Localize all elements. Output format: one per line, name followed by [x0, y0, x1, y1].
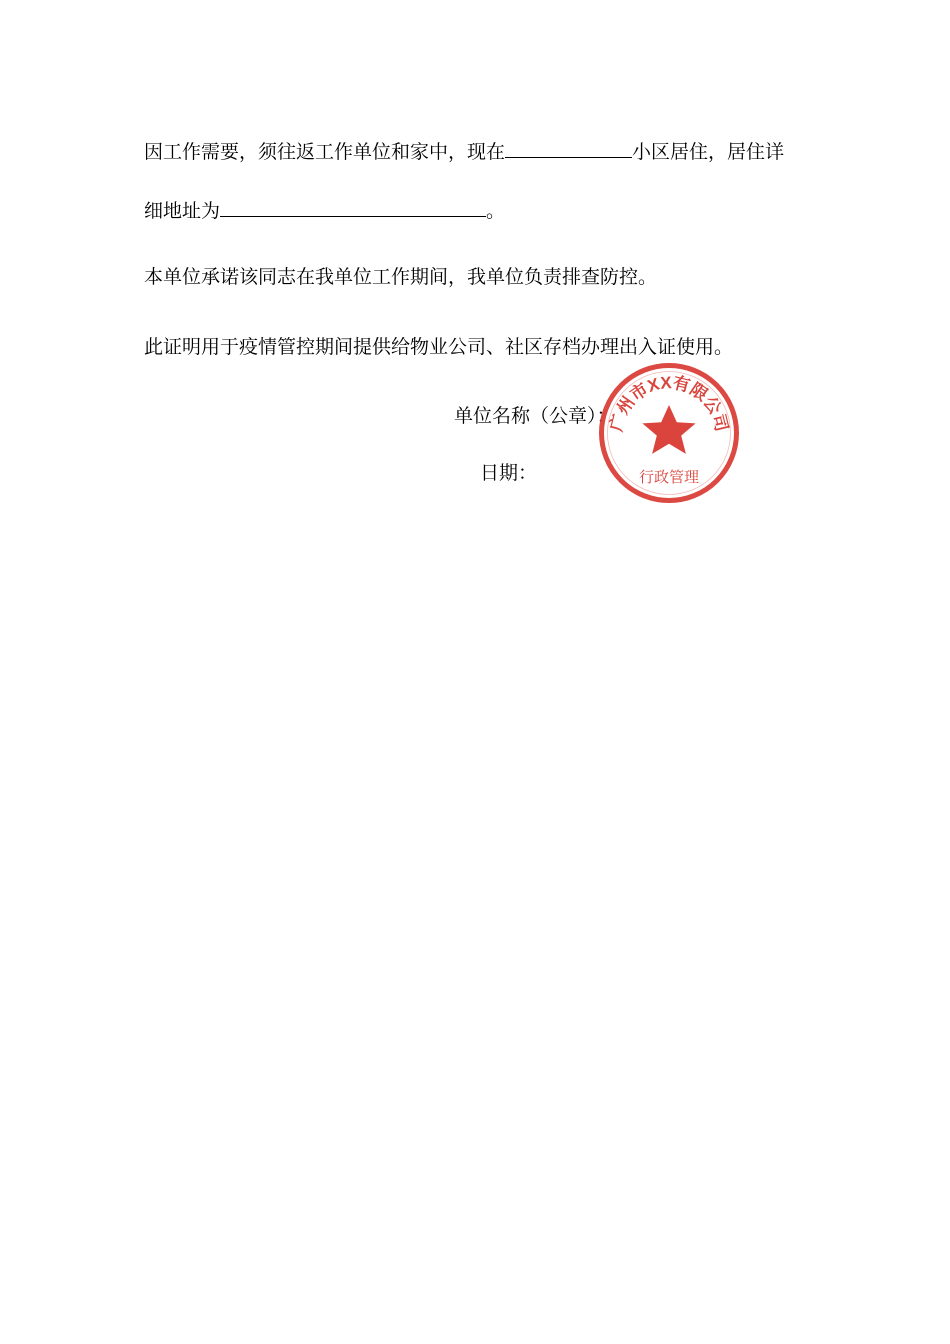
seal-top-text: 广州市XX有限公司 — [606, 373, 732, 434]
line2-suffix: 。 — [486, 200, 506, 222]
address-blank — [220, 196, 486, 217]
usage-paragraph: 此证明用于疫情管控期间提供给物业公司、社区存档办理出入证使用。 — [144, 336, 734, 358]
seal-star-icon — [642, 405, 695, 454]
body-line-1 — [144, 137, 784, 165]
body-line-2 — [144, 196, 505, 224]
line1-suffix: 小区居住，居住详 — [632, 141, 785, 163]
community-blank — [505, 137, 632, 158]
line1-prefix: 因工作需要，须往返工作单位和家中，现在 — [144, 141, 506, 163]
company-seal — [598, 362, 740, 504]
line2-prefix: 细地址为 — [144, 200, 221, 222]
commitment-paragraph: 本单位承诺该同志在我单位工作期间，我单位负责排查防控。 — [144, 266, 658, 288]
date-label: 日期： — [480, 462, 538, 484]
unit-name-label: 单位名称（公章）： — [454, 405, 616, 427]
seal-bottom-text: 行政管理 — [638, 469, 700, 486]
